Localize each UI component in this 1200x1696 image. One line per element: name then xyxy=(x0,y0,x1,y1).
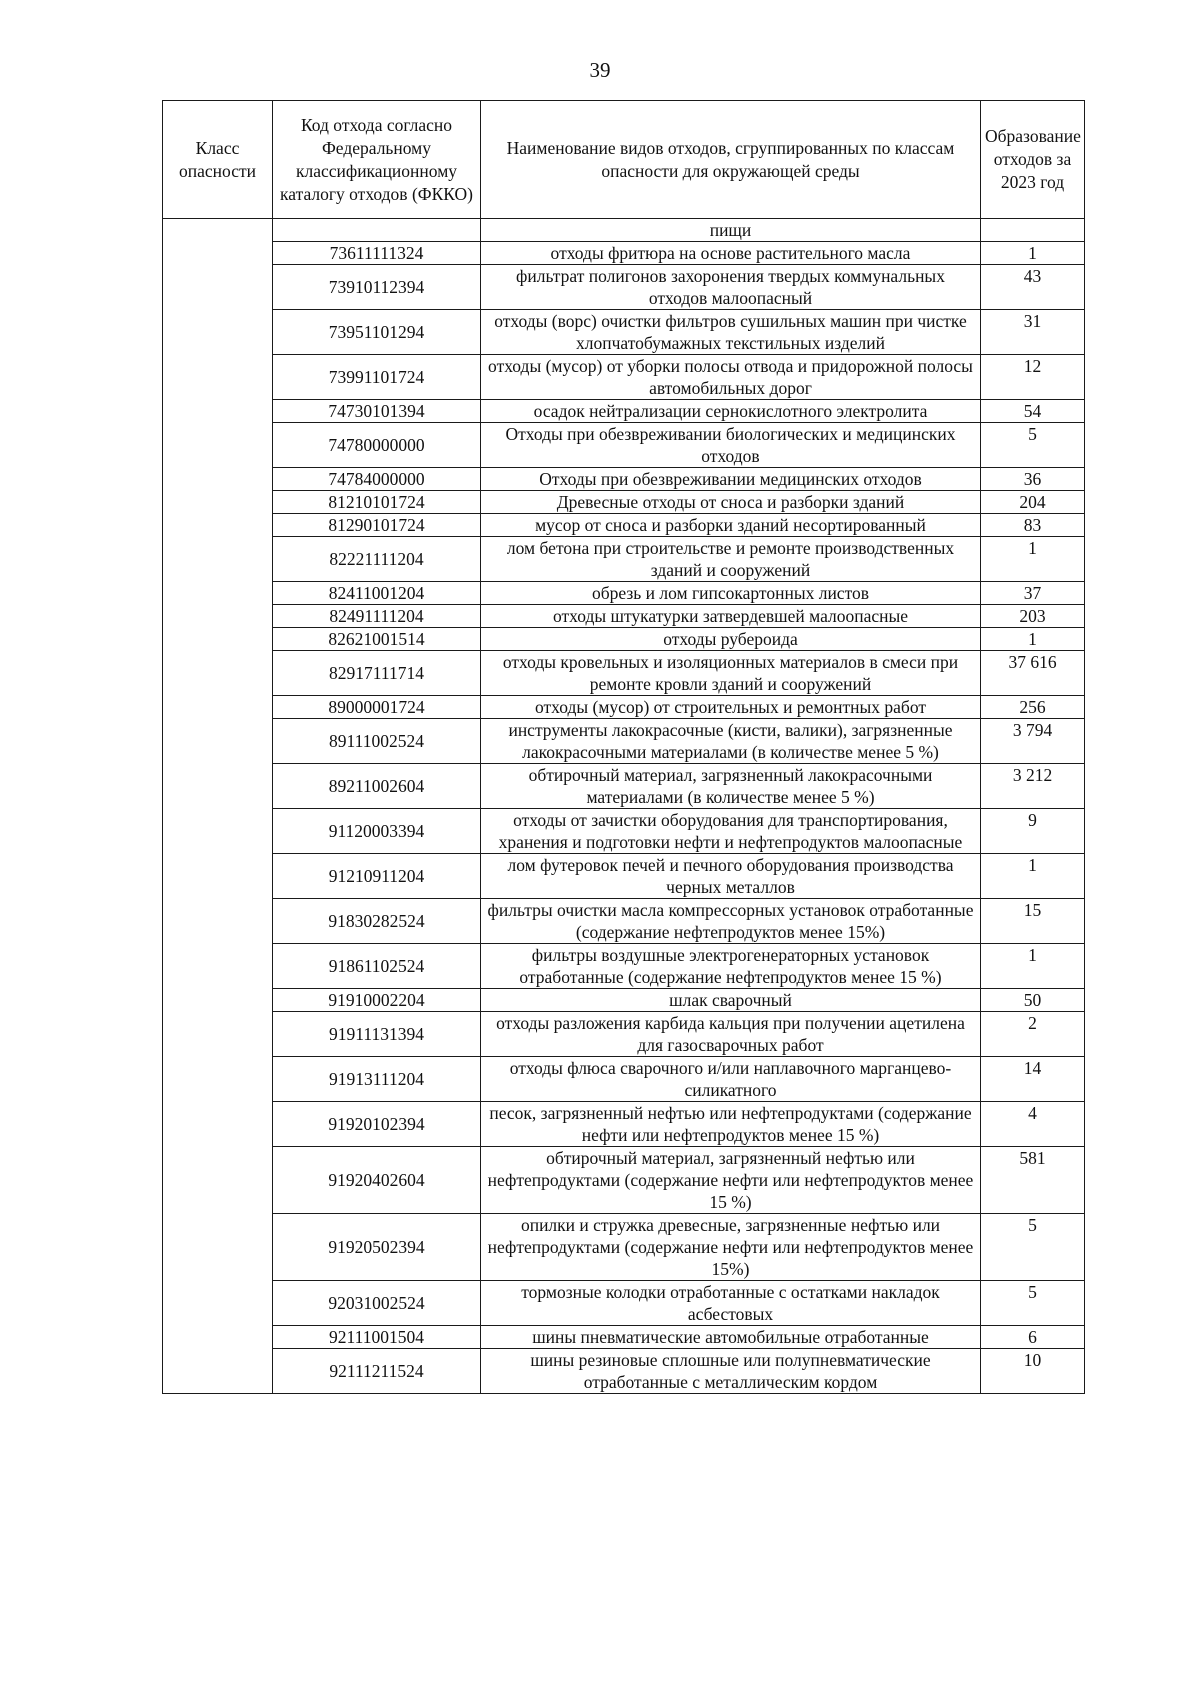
name-cell: шины пневматические автомобильные отработанные xyxy=(481,1326,981,1349)
amount-cell: 10 xyxy=(981,1349,1085,1394)
table-row xyxy=(163,605,1085,628)
code-cell: 91911131394 xyxy=(273,1012,481,1057)
code-cell: 91120003394 xyxy=(273,809,481,854)
code-cell: 89000001724 xyxy=(273,696,481,719)
table-row xyxy=(163,242,1085,265)
table-body xyxy=(163,219,1085,1394)
code-cell: 91920502394 xyxy=(273,1214,481,1281)
name-cell: лом футеровок печей и печного оборудования производства черных металлов xyxy=(481,854,981,899)
amount-cell: 1 xyxy=(981,854,1085,899)
code-cell: 92031002524 xyxy=(273,1281,481,1326)
amount-cell: 204 xyxy=(981,491,1085,514)
name-cell: обтирочный материал, загрязненный лакокрасочными материалами (в количестве менее 5 %) xyxy=(481,764,981,809)
amount-cell: 12 xyxy=(981,355,1085,400)
code-cell: 81290101724 xyxy=(273,514,481,537)
table-row xyxy=(163,989,1085,1012)
table-row xyxy=(163,400,1085,423)
table-row xyxy=(163,582,1085,605)
name-cell: фильтрат полигонов захоронения твердых коммунальных отходов малоопасный xyxy=(481,265,981,310)
name-cell: отходы рубероида xyxy=(481,628,981,651)
table-row xyxy=(163,628,1085,651)
table-row xyxy=(163,1012,1085,1057)
amount-cell: 256 xyxy=(981,696,1085,719)
code-cell: 73910112394 xyxy=(273,265,481,310)
amount-cell: 36 xyxy=(981,468,1085,491)
amount-cell: 5 xyxy=(981,1281,1085,1326)
code-cell: 82411001204 xyxy=(273,582,481,605)
table-row xyxy=(163,1349,1085,1394)
name-cell: Отходы при обезвреживании медицинских отходов xyxy=(481,468,981,491)
amount-cell: 37 xyxy=(981,582,1085,605)
header-waste-amount: Образование отходов за 2023 год xyxy=(981,101,1085,219)
name-cell: осадок нейтрализации сернокислотного электролита xyxy=(481,400,981,423)
name-cell: Отходы при обезвреживании биологических и медицинских отходов xyxy=(481,423,981,468)
table-row xyxy=(163,696,1085,719)
code-cell: 73951101294 xyxy=(273,310,481,355)
name-cell: обрезь и лом гипсокартонных листов xyxy=(481,582,981,605)
code-cell: 91920402604 xyxy=(273,1147,481,1214)
name-cell: фильтры воздушные электрогенераторных установок отработанные (содержание нефтепродуктов менее 15 %) xyxy=(481,944,981,989)
code-cell: 92111211524 xyxy=(273,1349,481,1394)
amount-cell: 83 xyxy=(981,514,1085,537)
table-row xyxy=(163,537,1085,582)
code-cell: 89211002604 xyxy=(273,764,481,809)
page-number: 39 xyxy=(589,58,611,82)
name-cell: фильтры очистки масла компрессорных установок отработанные (содержание нефтепродуктов менее 15%) xyxy=(481,899,981,944)
amount-cell: 37 616 xyxy=(981,651,1085,696)
amount-cell: 15 xyxy=(981,899,1085,944)
name-cell: опилки и стружка древесные, загрязненные нефтью или нефтепродуктами (содержание нефти или нефтепродуктов менее 15%) xyxy=(481,1214,981,1281)
table-row xyxy=(163,423,1085,468)
code-cell: 82491111204 xyxy=(273,605,481,628)
code-cell: 81210101724 xyxy=(273,491,481,514)
code-cell: 91910002204 xyxy=(273,989,481,1012)
code-cell: 74780000000 xyxy=(273,423,481,468)
table-row xyxy=(163,514,1085,537)
code-cell: 89111002524 xyxy=(273,719,481,764)
table-row xyxy=(163,265,1085,310)
amount-cell: 3 794 xyxy=(981,719,1085,764)
code-cell: 91913111204 xyxy=(273,1057,481,1102)
header-hazard-class: Класс опасности xyxy=(163,101,273,219)
name-cell: обтирочный материал, загрязненный нефтью или нефтепродуктами (содержание нефти или нефтепродуктов менее 15 %) xyxy=(481,1147,981,1214)
amount-cell: 54 xyxy=(981,400,1085,423)
name-cell: отходы (мусор) от строительных и ремонтных работ xyxy=(481,696,981,719)
header-fkko-code: Код отхода согласно Федеральному классификационному каталогу отходов (ФККО) xyxy=(273,101,481,219)
code-cell: 91920102394 xyxy=(273,1102,481,1147)
amount-cell: 203 xyxy=(981,605,1085,628)
name-cell: пищи xyxy=(481,219,981,242)
amount-cell: 1 xyxy=(981,537,1085,582)
table-row xyxy=(163,944,1085,989)
table-row xyxy=(163,219,1085,242)
amount-cell: 3 212 xyxy=(981,764,1085,809)
code-cell: 73611111324 xyxy=(273,242,481,265)
table-row xyxy=(163,809,1085,854)
table-row xyxy=(163,854,1085,899)
amount-cell: 5 xyxy=(981,423,1085,468)
name-cell: лом бетона при строительстве и ремонте производственных зданий и сооружений xyxy=(481,537,981,582)
name-cell: шины резиновые сплошные или полупневматические отработанные с металлическим кордом xyxy=(481,1349,981,1394)
table-row xyxy=(163,355,1085,400)
amount-cell: 2 xyxy=(981,1012,1085,1057)
waste-table xyxy=(162,100,1085,1394)
name-cell: шлак сварочный xyxy=(481,989,981,1012)
code-cell: 91861102524 xyxy=(273,944,481,989)
name-cell: отходы флюса сварочного и/или наплавочного марганцево-силикатного xyxy=(481,1057,981,1102)
name-cell: отходы (ворс) очистки фильтров сушильных машин при чистке хлопчатобумажных текстильных изделий xyxy=(481,310,981,355)
table-row xyxy=(163,899,1085,944)
code-cell: 91830282524 xyxy=(273,899,481,944)
table-row xyxy=(163,651,1085,696)
code-cell: 73991101724 xyxy=(273,355,481,400)
code-cell: 91210911204 xyxy=(273,854,481,899)
table-row xyxy=(163,491,1085,514)
name-cell: мусор от сноса и разборки зданий несортированный xyxy=(481,514,981,537)
name-cell: Древесные отходы от сноса и разборки зданий xyxy=(481,491,981,514)
name-cell: инструменты лакокрасочные (кисти, валики), загрязненные лакокрасочными материалами (в количестве менее 5 %) xyxy=(481,719,981,764)
table-row xyxy=(163,719,1085,764)
hazard-class-cell xyxy=(163,219,273,1394)
table-row xyxy=(163,1147,1085,1214)
amount-cell xyxy=(981,219,1085,242)
code-cell: 82221111204 xyxy=(273,537,481,582)
table-row xyxy=(163,310,1085,355)
name-cell: отходы штукатурки затвердевшей малоопасные xyxy=(481,605,981,628)
amount-cell: 6 xyxy=(981,1326,1085,1349)
code-cell: 92111001504 xyxy=(273,1326,481,1349)
table-row xyxy=(163,1281,1085,1326)
code-cell: 74784000000 xyxy=(273,468,481,491)
name-cell: тормозные колодки отработанные с остатками накладок асбестовых xyxy=(481,1281,981,1326)
table-row xyxy=(163,1102,1085,1147)
amount-cell: 14 xyxy=(981,1057,1085,1102)
name-cell: отходы фритюра на основе растительного масла xyxy=(481,242,981,265)
table-row xyxy=(163,764,1085,809)
table-header-row xyxy=(163,101,1085,219)
amount-cell: 31 xyxy=(981,310,1085,355)
name-cell: отходы (мусор) от уборки полосы отвода и придорожной полосы автомобильных дорог xyxy=(481,355,981,400)
amount-cell: 581 xyxy=(981,1147,1085,1214)
code-cell: 82917111714 xyxy=(273,651,481,696)
name-cell: отходы разложения карбида кальция при получении ацетилена для газосварочных работ xyxy=(481,1012,981,1057)
table-row xyxy=(163,1326,1085,1349)
amount-cell: 1 xyxy=(981,944,1085,989)
amount-cell: 1 xyxy=(981,628,1085,651)
table-row xyxy=(163,468,1085,491)
amount-cell: 5 xyxy=(981,1214,1085,1281)
name-cell: отходы от зачистки оборудования для транспортирования, хранения и подготовки нефти и нефтепродуктов малоопасные xyxy=(481,809,981,854)
name-cell: отходы кровельных и изоляционных материалов в смеси при ремонте кровли зданий и сооружений xyxy=(481,651,981,696)
header-waste-name: Наименование видов отходов, сгруппированных по классам опасности для окружающей среды xyxy=(481,101,981,219)
code-cell: 74730101394 xyxy=(273,400,481,423)
amount-cell: 43 xyxy=(981,265,1085,310)
code-cell: 82621001514 xyxy=(273,628,481,651)
table-row xyxy=(163,1214,1085,1281)
name-cell: песок, загрязненный нефтью или нефтепродуктами (содержание нефти или нефтепродуктов менее 15 %) xyxy=(481,1102,981,1147)
table-row xyxy=(163,1057,1085,1102)
amount-cell: 9 xyxy=(981,809,1085,854)
amount-cell: 1 xyxy=(981,242,1085,265)
amount-cell: 50 xyxy=(981,989,1085,1012)
code-cell xyxy=(273,219,481,242)
amount-cell: 4 xyxy=(981,1102,1085,1147)
